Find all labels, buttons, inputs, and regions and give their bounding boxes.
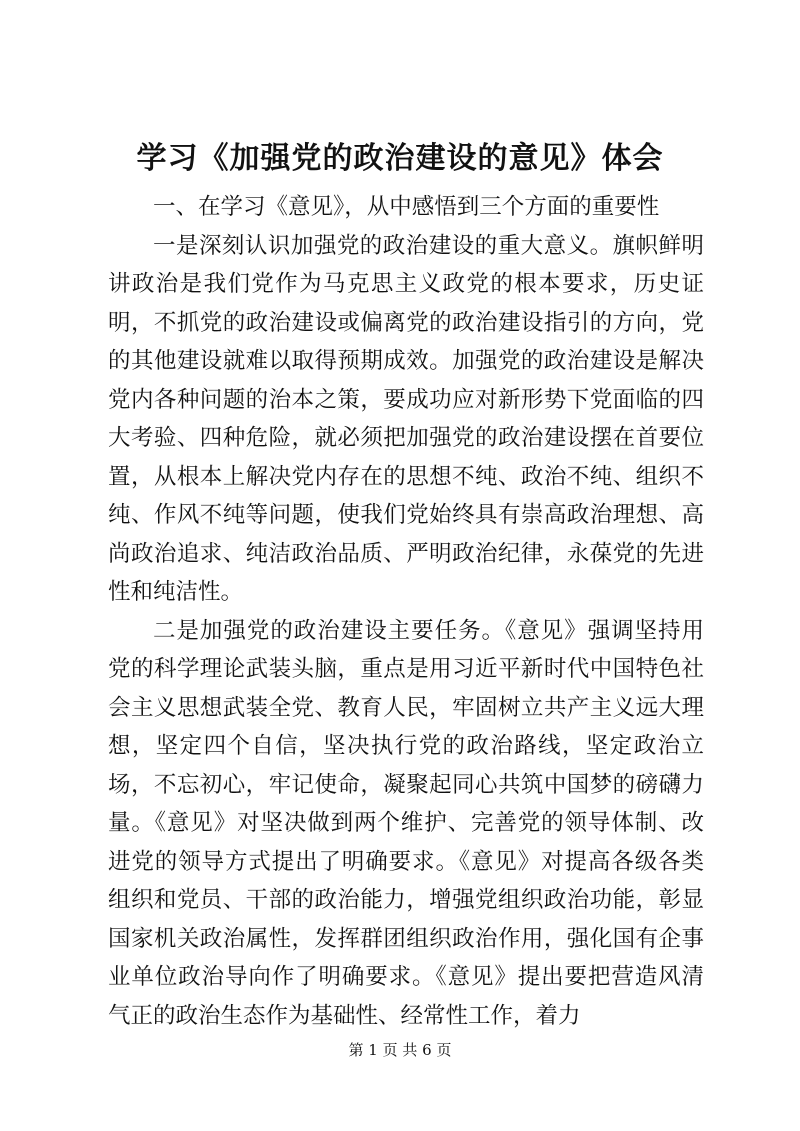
document-body — [108, 188, 704, 1035]
document-title: 学习《加强党的政治建设的意见》体会 — [136, 141, 664, 176]
page-number-footer: 第 1 页 共 6 页 — [348, 1041, 452, 1059]
section-heading: 一、在学习《意见》，从中感悟到三个方面的重要性 — [153, 194, 660, 220]
paragraph: 二是加强党的政治建设主要任务。《意见》强调坚持用党的科学理论武装头脑，重点是用习近平新时代中国特色社会主义思想武装全党、教育人民，牢固树立共产主义远大理想，坚定四个自信，坚决执行党的政治路线，坚定政治立场，不忘初心，牢记使命，凝聚起同心共筑中国梦的磅礴力量。《意见》对坚决做到两个维护、完善党的领导体制、改进党的领导方式提出了明确要求。《意见》对提高各级各类组织和党员、干部的政治能力，增强党组织政治功能，彰显国家机关政治属性，发挥群团组织政治作用，强化国有企事业单位政治导向作了明确要求。《意见》提出要把营造风清气正的政治生态作为基础性、经常性工作，着力 — [108, 617, 704, 1029]
paragraph: 一是深刻认识加强党的政治建设的重大意义。旗帜鲜明讲政治是我们党作为马克思主义政党的根本要求，历史证明，不抓党的政治建设或偏离党的政治建设指引的方向，党的其他建设就难以取得预期成效。加强党的政治建设是解决党内各种问题的治本之策，要成功应对新形势下党面临的四大考验、四种危险，就必须把加强党的政治建设摆在首要位置，从根本上解决党内存在的思想不纯、政治不纯、组织不纯、作风不纯等问题，使我们党始终具有崇高政治理想、高尚政治追求、纯洁政治品质、严明政治纪律，永葆党的先进性和纯洁性。 — [108, 232, 704, 605]
